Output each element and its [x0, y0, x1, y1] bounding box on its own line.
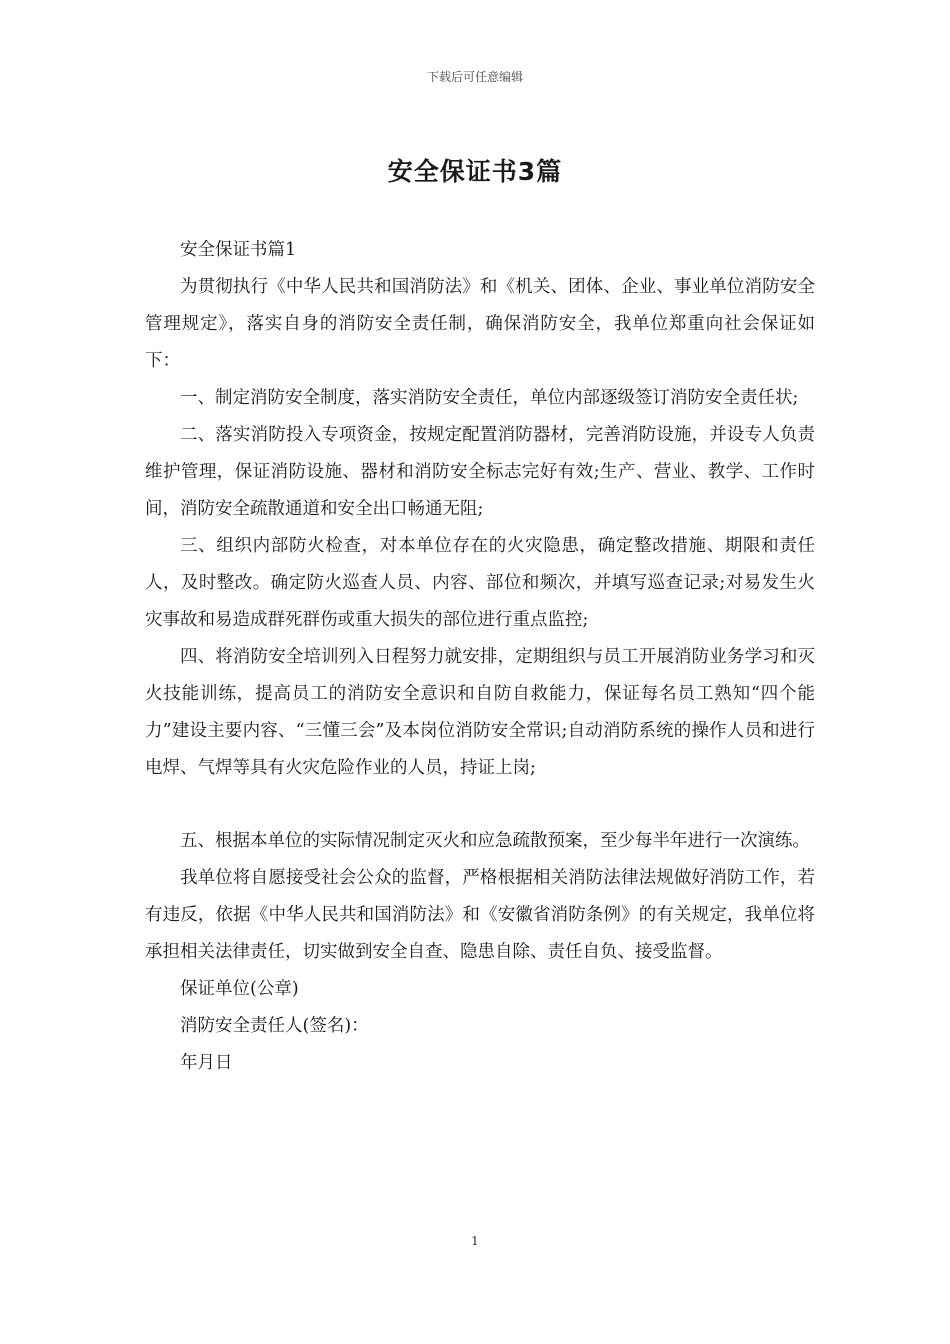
responsible-person-line: 消防安全责任人(签名)： — [180, 1016, 369, 1036]
clause-1: 一、制定消防安全制度，落实消防安全责任，单位内部逐级签订消防安全责任状; — [180, 388, 799, 408]
clause-3: 三、组织内部防火检查，对本单位存在的火灾隐患，确定整改措施、期限和责任人，及时整改。确定防火巡查人员、内容、部位和频次，并填写巡查记录;对易发生火灾事故和易造成群死群伤或重大损失的部位进行重点监控; — [145, 536, 815, 630]
document-body — [145, 232, 815, 1082]
page-number: 1 — [471, 1234, 479, 1248]
date-line: 年月日 — [180, 1053, 233, 1073]
blank-line — [145, 787, 815, 823]
clause-2: 二、落实消防投入专项资金，按规定配置消防器材，完善消防设施，并设专人负责维护管理，保证消防设施、器材和消防安全标志完好有效;生产、营业、教学、工作时间，消防安全疏散通道和安全出口畅通无阻; — [145, 425, 815, 519]
clause-5: 五、根据本单位的实际情况制定灭火和应急疏散预案，至少每半年进行一次演练。 — [180, 831, 810, 851]
page-header-note: 下载后可任意编辑 — [426, 70, 523, 84]
clause-4: 四、将消防安全培训列入日程努力就安排，定期组织与员工开展消防业务学习和灭火技能训练，提高员工的消防安全意识和自防自救能力，保证每名员工熟知“四个能力”建设主要内容、“三懂三会”及本岗位消防安全常识;自动消防系统的操作人员和进行电焊、气焊等具有火灾危险作业的人员，持证上岗; — [145, 647, 815, 778]
intro-paragraph: 为贯彻执行《中华人民共和国消防法》和《机关、团体、企业、事业单位消防安全管理规定》，落实自身的消防安全责任制，确保消防安全，我单位郑重向社会保证如下： — [145, 277, 815, 371]
guarantor-unit-line: 保证单位(公章) — [180, 979, 299, 999]
commitment-paragraph: 我单位将自愿接受社会公众的监督，严格根据相关消防法律法规做好消防工作，若有违反，依据《中华人民共和国消防法》和《安徽省消防条例》的有关规定，我单位将承担相关法律责任，切实做到安全自查、隐患自除、责任自负、接受监督。 — [145, 868, 815, 962]
document-title: 安全保证书3篇 — [387, 157, 563, 186]
section-heading: 安全保证书篇1 — [180, 240, 297, 260]
